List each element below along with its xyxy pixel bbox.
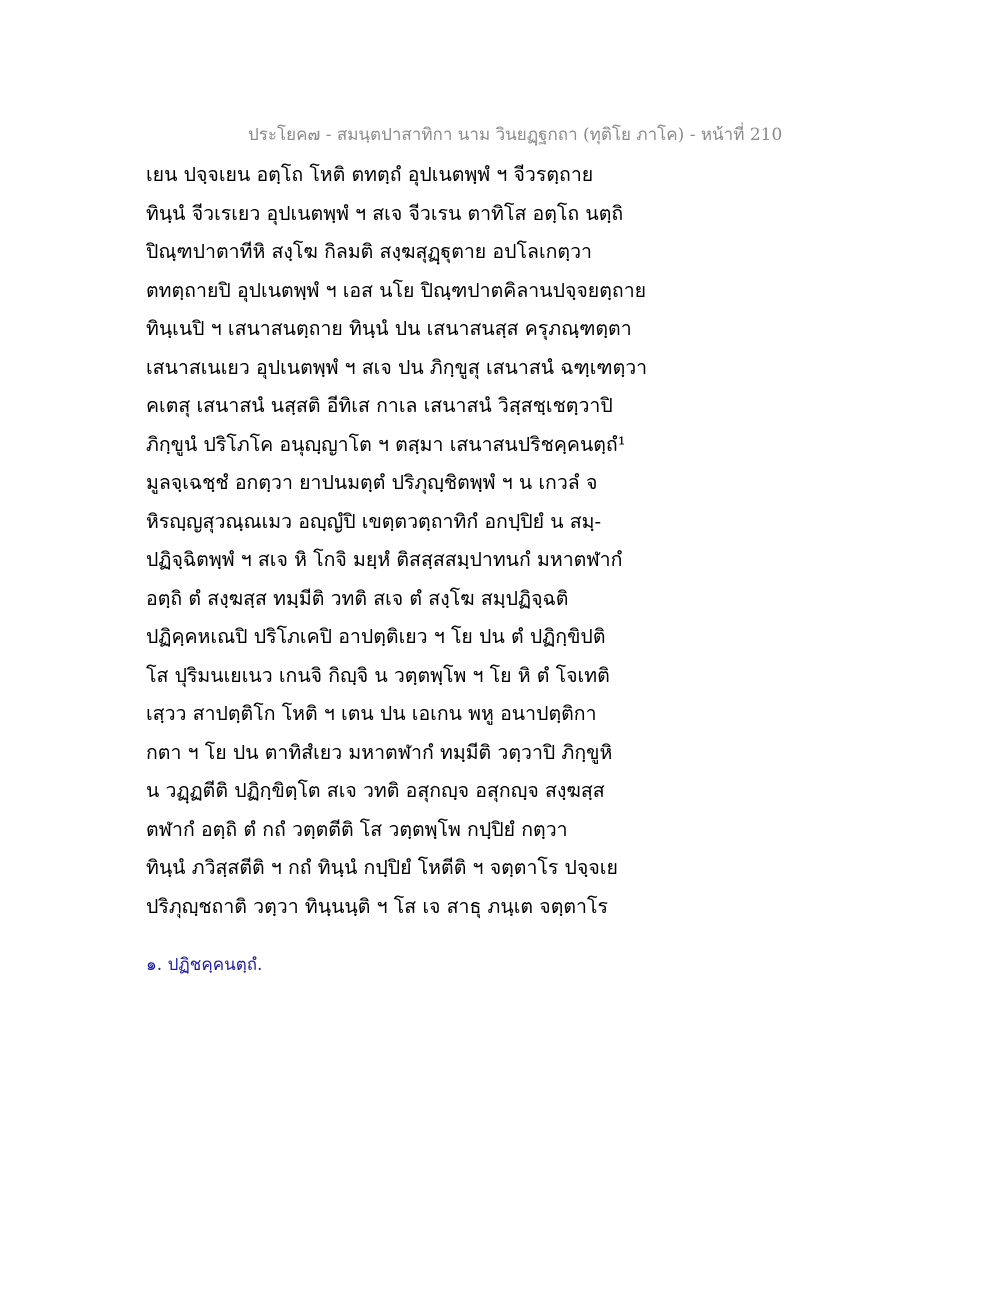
text-line: ปริภุญฺชถาติ วตฺวา ทินฺนนฺติ ฯ โส เจ สาธุ ภนฺเต จตฺตาโร <box>146 894 608 918</box>
text-line: เสฺวว สาปตฺติโก โหติ ฯ เตน ปน เอเกน พหู อนาปตฺติกา <box>146 702 597 725</box>
text-line: มูลจฺเฉชฺชํ อกตฺวา ยาปนมตฺตํ ปริภุญฺชิตพฺพํ ฯ น เกวลํ จ <box>146 471 598 494</box>
text-line: ทินฺนํ ภวิสฺสตีติ ฯ กถํ ทินฺนํ กปฺปิยํ โหตีติ ฯ จตฺตาโร ปจฺจเย <box>146 856 618 879</box>
body-text <box>146 160 686 930</box>
text-line: น วฏฺฏตีติ ปฏิกฺขิตฺโต สเจ วทติ อสุกญฺจ อสุกญฺจ สงฺฆสฺส <box>146 779 605 802</box>
footnote: ๑. ปฏิชคฺคนตฺถํ. <box>146 955 263 975</box>
text-line: ปฏิคฺคหเณปิ ปริโภเคปิ อาปตฺติเยว ฯ โย ปน ตํ ปฏิกฺขิปติ <box>146 625 606 648</box>
text-line: อตฺถิ ตํ สงฺฆสฺส ทมฺมีติ วทติ สเจ ตํ สงฺโฆ สมฺปฏิจฺฉติ <box>146 586 569 610</box>
text-line: หิรญฺญสุวณฺณเมว อญฺญํปิ เขตฺตวตฺถาทิกํ อกปฺปิยํ น สมฺ- <box>146 509 602 533</box>
text-line: คเตสุ เสนาสนํ นสฺสติ อีทิเส กาเล เสนาสนํ วิสฺสชฺเชตฺวาปิ <box>146 394 613 417</box>
text-line: ตฬากํ อตฺถิ ตํ กถํ วตฺตตีติ โส วตฺตพฺโพ กปฺปิยํ กตฺวา <box>146 817 568 841</box>
text-line: ภิกฺขูนํ ปริโภโค อนุญฺญาโต ฯ ตสฺมา เสนาสนปริชคฺคนตฺถํ¹ <box>146 432 626 456</box>
text-line: เยน ปจฺจเยน อตฺโถ โหติ ตทตฺถํ อุปเนตพฺพํ ฯ จีวรตฺถาย <box>146 163 594 186</box>
text-line: กตา ฯ โย ปน ตาทิสํเยว มหาตฬากํ ทมฺมีติ วตฺวาปิ ภิกฺขูหิ <box>146 740 613 764</box>
text-line: ปิณฺฑปาตาทีหิ สงฺโฆ กิลมติ สงฺฆสุฏฺฐุตาย อปโลเกตฺวา <box>146 240 592 263</box>
text-line: ปฏิจฺฉิตพฺพํ ฯ สเจ หิ โกจิ มยฺหํ ติสสฺสสมฺปาทนกํ มหาตฬากํ <box>146 548 623 571</box>
text-line: ทินฺเนปิ ฯ เสนาสนตฺถาย ทินฺนํ ปน เสนาสนสฺส ครุภณฺฑตฺตา <box>146 317 632 340</box>
text-line: โส ปุริมนเยเนว เกนจิ กิญฺจิ น วตฺตพฺโพ ฯ โย หิ ตํ โจเทติ <box>146 663 610 687</box>
text-line: เสนาสเนเยว อุปเนตพฺพํ ฯ สเจ ปน ภิกฺขูสุ เสนาสนํ ฉฑฺเฑตฺวา <box>146 355 648 379</box>
running-header: ประโยค๗ - สมนฺตปาสาทิกา นาม วินยฏฺฐกถา (ทุติโย ภาโค) - หน้าที่ 210 <box>248 125 783 145</box>
text-line: ตทตฺถายปิ อุปเนตพฺพํ ฯ เอส นโย ปิณฺฑปาตคิลานปจฺจยตฺถาย <box>146 278 647 302</box>
text-line: ทินฺนํ จีวเรเยว อุปเนตพฺพํ ฯ สเจ จีวเรน ตาทิโส อตฺโถ นตฺถิ <box>146 201 624 225</box>
